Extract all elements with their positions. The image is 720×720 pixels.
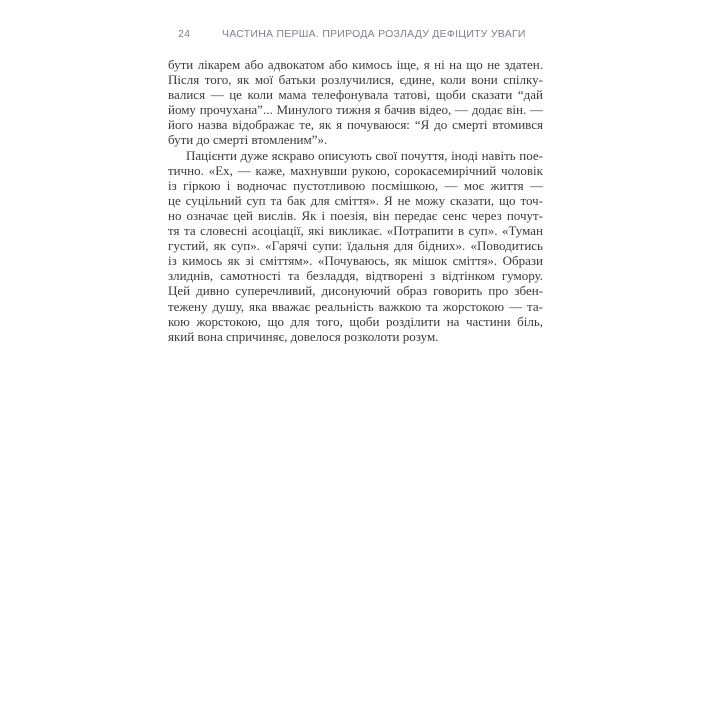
text-line: Після того, як мої батьки розлучилися, єдине, коли вони спілку- [168, 72, 543, 88]
text-line: його назва відображає те, як я почуваюся: “Я до смерті втомився [168, 117, 543, 133]
text-line: тично. «Ех, — каже, махнувши рукою, сорокасемирічний чоловік [168, 162, 543, 178]
text-line: густий, як суп». «Гарячі супи: їдальня для бідних». «Поводитись [168, 238, 543, 254]
text-line: кою жорстокою, що для того, щоби розділити на частини біль, [168, 313, 543, 329]
text-line: бути до смерті втомленим”». [168, 132, 328, 148]
text-line: злиднів, самотності та безладдя, відтворені з відтінком гумору. [168, 268, 543, 284]
text-line: йому прочухана”... Минулого тижня я бачив відео, — додає він. — [168, 102, 543, 118]
chapter-title: ЧАСТИНА ПЕРША. ПРИРОДА РОЗЛАДУ ДЕФІЦИТУ УВАГИ [222, 28, 526, 40]
text-line: тежену душу, яка вважає реальність важкою та жорстокою — та- [168, 298, 543, 314]
body-text [168, 57, 543, 344]
text-line: бути лікарем або адвокатом або кимось іще, я ні на що не здатен. [168, 57, 543, 72]
text-line: це суцільний суп та бак для сміття». Я не можу сказати, що точ- [168, 192, 543, 208]
text-line: який вона спричиняє, довелося розколоти розум. [168, 328, 439, 344]
running-header [178, 28, 526, 40]
text-line: валися — це коли мама телефонувала татові, щоби сказати “дай [168, 87, 543, 103]
text-line: із кимось як зі сміттям». «Почуваюсь, як мішок сміття». Образи [168, 253, 543, 269]
text-line: тя та словесні асоціації, які викликає. «Потрапити в суп». «Туман [168, 223, 543, 239]
text-line: но означає цей вислів. Як і поезія, він передає сенс через почут- [168, 207, 543, 223]
text-line: Цей дивно суперечливий, дисонуючий образ говорить про збен- [168, 283, 543, 299]
text-line: Пацієнти дуже яскраво описують свої почуття, іноді навіть пое- [186, 147, 543, 163]
page-number: 24 [178, 28, 191, 40]
text-line: із гіркою і водночас пустотливою посмішкою, — моє життя — [168, 177, 543, 193]
